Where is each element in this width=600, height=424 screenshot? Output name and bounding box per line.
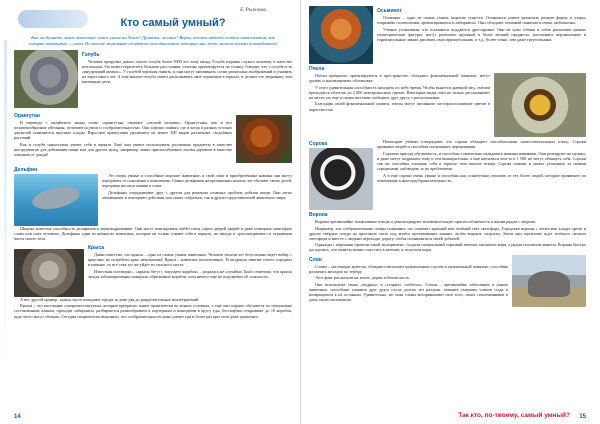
- orangutan-text: [14, 120, 232, 157]
- paragraph: Широко известна способность дельфинов к звукоподражанию. Они могут имитировать щебет птиц, скрип дверей дверей и даже повторять некоторые слова или смех человека. Дельфины одни из немногих животных, которые не только узнают себя в зеркале, но иногда и «рассматривают» в отражении части своего тела.: [14, 226, 292, 242]
- crow-heading: Ворона: [309, 212, 328, 218]
- elephant-photo: [512, 255, 586, 307]
- paragraph: А вот другой пример: крысы часто покидают города за день-два до разрушительных землетрясений.: [20, 296, 200, 302]
- bee-photo: [494, 73, 586, 137]
- octopus-photo: [309, 6, 373, 64]
- paragraph: Давно известно, что крысы – одно из самых умных животных. Человек тысячи лет безуспешно ведёт войну с крысами, но истребить крыс невозможно! Крыса – животное коллективное. Если крысы заметят своего сородича в капкане, то все стая тут же уйдёт из опасного места.: [88, 251, 292, 267]
- paragraph: А в ещё сороки очень умные и способны как сознательно отличать от тех более людей, которые проявляют по отношению к ним недоброжелательность.: [377, 172, 586, 183]
- page-title: Кто самый умный?: [120, 17, 226, 29]
- elephant-section: [309, 255, 586, 307]
- paragraph: Однажды с воронами провели такой эксперимент: создали специальный торговый автомат, насыпали корм, а рядом положили монеты. Вороны быстро догадались, что монеты можно опустить в автомат, и получали корм.: [309, 242, 586, 253]
- paragraph: Например, эти сообразительные птицы понимают, что означает красный или зелёный свет светофора. Городские вороны с лёгкостью кладут орехи и другие твёрдые плоды на проезжую часть под колёса проезжающих машин, чтобы вскрыть скорлупу. Затем они терпеливо ждут зелёного сигнала светофора и вместе с людьми переходят дорогу, чтобы полакомиться своей добычей.: [309, 225, 586, 241]
- elephant-heading: Слон: [309, 256, 322, 263]
- title-decoration: [18, 10, 88, 28]
- page-right: [300, 0, 600, 424]
- dolphin-text: [102, 173, 292, 226]
- rat-photo: [14, 249, 84, 297]
- paragraph: Известная поговорка – «крысы бегут с тонущего корабля» – родилась не случайно. Было отмечено, что крысы загодя заблаговременно покидали обреченные корабли, хотя ничего ещё не подозревал об опасности.: [88, 268, 292, 279]
- rat-section: [14, 243, 292, 297]
- paragraph: Слоны – настоящие артисты, обладают неплохим музыкальным слухом и музыкальной памятью, способны различать мелодии по тембру.: [309, 263, 508, 274]
- paragraph: Они используют своих «мудрых» и «старых» «хоботах». Слоны – чрезвычайно заботливые и умные животные, способные узнавать друг друга после долгих лет разлуки, помнить умерших членов стада и возвращаться к их останкам. Удивительно, но сами слоны воспринимают своё тело, своих соплеменников и даже своих оппонентов.: [309, 281, 508, 303]
- crow-section: [309, 212, 586, 253]
- magpie-section: [309, 139, 586, 210]
- paragraph: Как и голуби орангутаны умеют себя в зеркале. Ещё они умеют использовать различные предметы в качестве инструментов для добывания пищи или для других нужд, например, ловко приспосабливать листья деревьев в качестве зонтиков от дождя!: [14, 141, 232, 158]
- octopus-heading: Осьминог: [377, 8, 402, 14]
- paragraph: В переводе с малайского языка слово «орангутан» означает «лесной человек». Орангутаны, как и все человекообразные обезьяны, отличаются умом и сообразительностью. Они хорошо помнят, где и когда в разных уголках джунглей появляются вкусные плоды. Взрослые орангутаны различают не менее 300 видов различных съедобных растений.: [14, 120, 232, 141]
- page-number-right: 15: [579, 414, 586, 420]
- paragraph: Благодаря своей феноменальной памяти, пчёлы могут запомнить месторасположение цветов в окрестностях.: [309, 101, 490, 112]
- rat-text-continued: [14, 297, 292, 319]
- orangutan-photo: [236, 115, 292, 163]
- pigeon-text: [82, 59, 292, 84]
- paragraph: Пчёлы прекрасно ориентируются в пространстве, обладают феноменальной памятью, могут думать и анализировать обстановку.: [309, 73, 490, 84]
- paragraph: Некоторые учёные утверждают, что сороки обладают способностями «интеллектуальных птиц». Сороки признают людей и способны испытывать переживания.: [377, 139, 586, 150]
- dolphin-text-continued: [14, 226, 292, 241]
- magpie-text: [377, 139, 586, 210]
- footer-question: Так кто, по-твоему, самый умный?: [458, 412, 570, 419]
- bee-section: [309, 66, 586, 137]
- bee-text: [309, 73, 490, 137]
- page-number-left: 14: [14, 414, 21, 420]
- paragraph: Человек приручил дикого сизого голубя более 5000 лет тому назад. Голубь издавна служил человеку в качестве почтальона. Он может перелететь большие расстояния, отлично ориентируется по солнцу. Говорят, что у голубя есть «внутренний компас». У голубей хорошая память, и они могут запоминать сотни различных изображений и узнавать их через много лет. А ещё многие голуби умеют распознавать своё отражение в зеркале, и делают это увереннее, чем маленькие дети.: [82, 59, 292, 85]
- paragraph: Сорокам присущ обучаемость, и способны сознательно овладевать новыми навыками. Они реагируют на музыку, и даже могут подражать тому и тем выжидательно, а ещё научиться чем-то в 1 500, не могут обмануть себя. Сороки так же способны опознать себя в зеркале, чем многие птицы. Сорока помнит и может ухаживать за своими сородичами, наблюдать за их проблемами.: [377, 150, 586, 171]
- dolphin-section: [14, 165, 292, 226]
- paragraph: Крысы – это настоящие суперинтеллектуалы, которые прекрасно знают практически во всяких условиях, а ещё они хорошо обучаются по специально составленным планам, проходят лабиринты, разбираются разнообразием к портерным и вошедшим в кругу еды, бессмертно открывают до 10 коробок, куда часто могут сбежать. Сегодня специалисты выяснили, что сообразительность крыс умеют три и более раз при этом даже грамотнее.: [14, 303, 292, 319]
- rat-text: [88, 252, 292, 279]
- rat-heading: Крыса: [88, 244, 104, 251]
- pigeon-section: [14, 50, 292, 108]
- magpie-heading: Сорока: [309, 141, 328, 147]
- paragraph: У пчёл удивительная способность находить по небу время. Чтобы вынести дневной мёд, пчёлам приходится облетать до 2 000 нектароносных цветов. Некоторые виды пчёл не только рассказывают на месте, но ещё и своим жестами сообщают друг другу о расположении.: [309, 84, 490, 100]
- paragraph: Осьминог – одно из самых умных морских существ. Осьминоги умеют различать разную форму и узоры, открывать головоломки, ориентироваться в лабиринтах. Они обладают отличной памятью и очень любопытны.: [377, 15, 586, 26]
- intro-text: Как вы думаете, какое животное самое умное на Земле? Думаешь, человек? Верно, человек наделён особым интеллектом, как говорят некоторые — умом. Но многие животные обладают способностями, которых мы, люди, можем только позавидовать!: [28, 35, 278, 46]
- orangutan-heading: Орангутан: [14, 113, 40, 119]
- octopus-section: [309, 6, 586, 64]
- paragraph: Дельфины сотрудничают друг с другом для решения сложных проблем добычи пищи. Они легко запоминают и повторяют действия, как своих собратьев, так и других представителей животного мира.: [102, 189, 292, 200]
- crow-text: [309, 219, 586, 253]
- elephant-text: [309, 264, 508, 303]
- paragraph: Вороны чрезвычайно талантливые птицы и демонстрируют исключительную приспособляемость к жизни рядом с людьми.: [315, 219, 536, 224]
- bee-heading: Пчела: [309, 66, 325, 72]
- dolphin-photo: [14, 174, 98, 226]
- paragraph: Учёные установили, что осьминоги поддаются дрессировке. Они не хуже собаки и собак различают разные геометрические фигуры, могут различать крупный и более мелкий предметы, распознают вертикальные и горизонтальные линии, рисовать свои прямоугольник, и т.д., более точно, чем даже треугольники.: [377, 26, 586, 42]
- author: Е. Рыжкова: [240, 8, 266, 13]
- magpie-photo: [309, 148, 373, 210]
- dolphin-heading: Дельфин: [14, 167, 38, 173]
- orangutan-section: [14, 111, 292, 163]
- octopus-text: [377, 15, 586, 42]
- pigeon-photo: [14, 50, 78, 108]
- paragraph: Это очень умные и способные морские животные, и свой опыт и приобретённые навыки они могут передавать от поколения к поколению. Самки дельфинов на протяжении многих лет обучают своих детей, передавая им свои знания и опыт.: [102, 173, 292, 189]
- left-margin-decoration: [4, 40, 7, 380]
- paragraph: Этот факт рассказали на земле, держа хоботом кисть.: [315, 275, 411, 281]
- pigeon-heading: Голубь: [82, 52, 100, 58]
